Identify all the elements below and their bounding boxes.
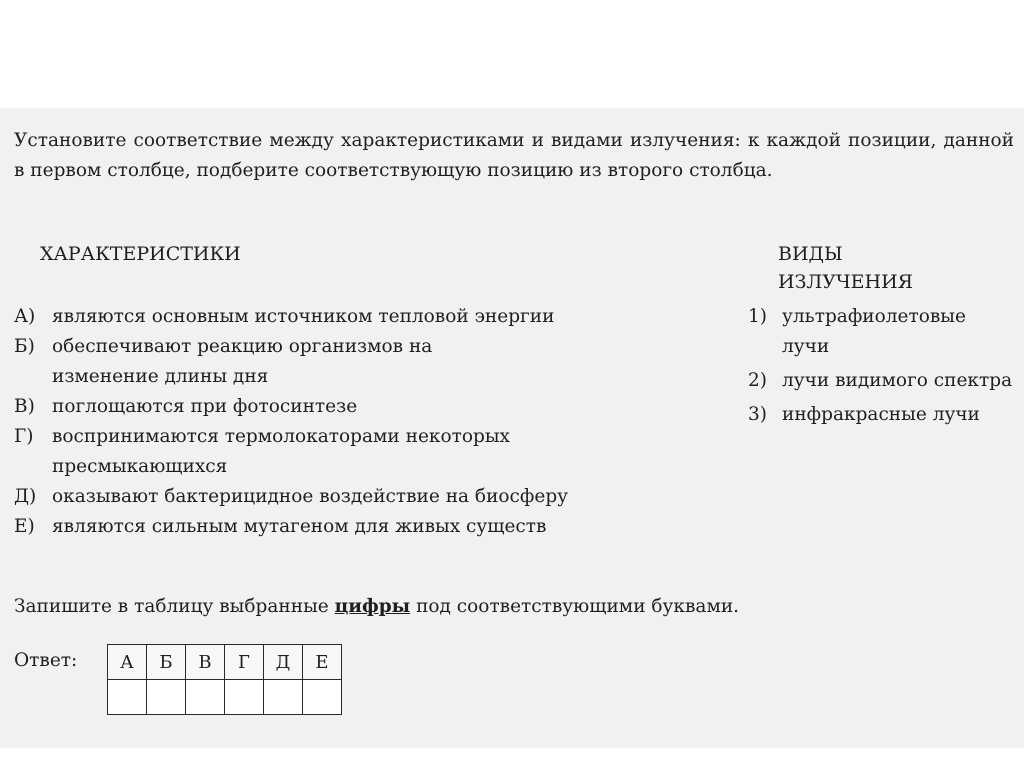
radiation-kinds-heading-text: ВИДЫ ИЗЛУЧЕНИЯ	[778, 243, 914, 293]
answer-cell[interactable]	[147, 680, 186, 715]
radiation-kind-text: лучи видимого спектра	[782, 370, 1013, 391]
characteristic-letter: А)	[14, 306, 36, 327]
radiation-kind-item-3	[748, 400, 1018, 430]
characteristic-item-e	[14, 512, 614, 542]
characteristic-text: поглощаются при фотосинтезе	[52, 396, 358, 417]
instruction-emphasis: цифры	[334, 596, 411, 617]
characteristic-text: воспринимаются термолокаторами некоторых пресмыкающихся	[52, 426, 510, 477]
answer-cell[interactable]	[108, 680, 147, 715]
answer-cell[interactable]	[225, 680, 264, 715]
answer-header-cell: Б	[147, 645, 186, 680]
answer-instruction	[14, 592, 739, 622]
answer-table	[107, 644, 342, 715]
characteristics-heading: ХАРАКТЕРИСТИКИ	[40, 243, 241, 265]
radiation-kind-number: 1)	[748, 306, 767, 327]
instruction-text-after: под соответствующими буквами.	[410, 596, 740, 617]
radiation-kind-item-2	[748, 366, 1018, 396]
answer-header-cell: А	[108, 645, 147, 680]
answer-header-cell: В	[186, 645, 225, 680]
radiation-kind-item-1	[748, 302, 1018, 362]
answer-header-cell: Г	[225, 645, 264, 680]
characteristics-list	[14, 302, 714, 542]
characteristic-text: являются основным источником тепловой энергии	[52, 306, 555, 327]
answer-cell[interactable]	[303, 680, 342, 715]
characteristic-item-d	[14, 482, 714, 512]
answer-cell[interactable]	[186, 680, 225, 715]
radiation-kind-text: инфракрасные лучи	[782, 404, 980, 425]
answer-label: Ответ:	[14, 650, 78, 671]
characteristic-item-g	[14, 422, 654, 482]
radiation-kind-number: 3)	[748, 404, 767, 425]
characteristic-letter: Д)	[14, 486, 37, 507]
instruction-text-before: Запишите в таблицу выбранные	[14, 596, 335, 617]
characteristic-text: оказывают бактерицидное воздействие на биосферу	[52, 486, 569, 507]
radiation-kind-number: 2)	[748, 370, 767, 391]
answer-value-row	[108, 680, 342, 715]
characteristic-letter: В)	[14, 396, 35, 417]
task-intro: Установите соответствие между характеристиками и видами излучения: к каждой позиции, данной в первом столбце, подберите соответствующую позицию из второго столбца.	[14, 130, 1014, 181]
characteristic-letter: Е)	[14, 516, 35, 537]
radiation-kind-text: ультрафиолетовые лучи	[782, 306, 966, 357]
radiation-kinds-heading	[778, 240, 978, 296]
characteristic-item-b	[14, 332, 514, 392]
characteristic-letter: Г)	[14, 426, 34, 447]
answer-header-cell: Д	[264, 645, 303, 680]
characteristic-text: обеспечивают реакцию организмов на изменение длины дня	[52, 336, 433, 387]
answer-header-cell: Е	[303, 645, 342, 680]
radiation-kinds-list	[748, 302, 1018, 434]
characteristic-item-a	[14, 302, 694, 332]
characteristic-letter: Б)	[14, 336, 35, 357]
characteristic-text: являются сильным мутагеном для живых существ	[52, 516, 547, 537]
answer-cell[interactable]	[264, 680, 303, 715]
answer-header-row	[108, 645, 342, 680]
characteristic-item-v	[14, 392, 694, 422]
